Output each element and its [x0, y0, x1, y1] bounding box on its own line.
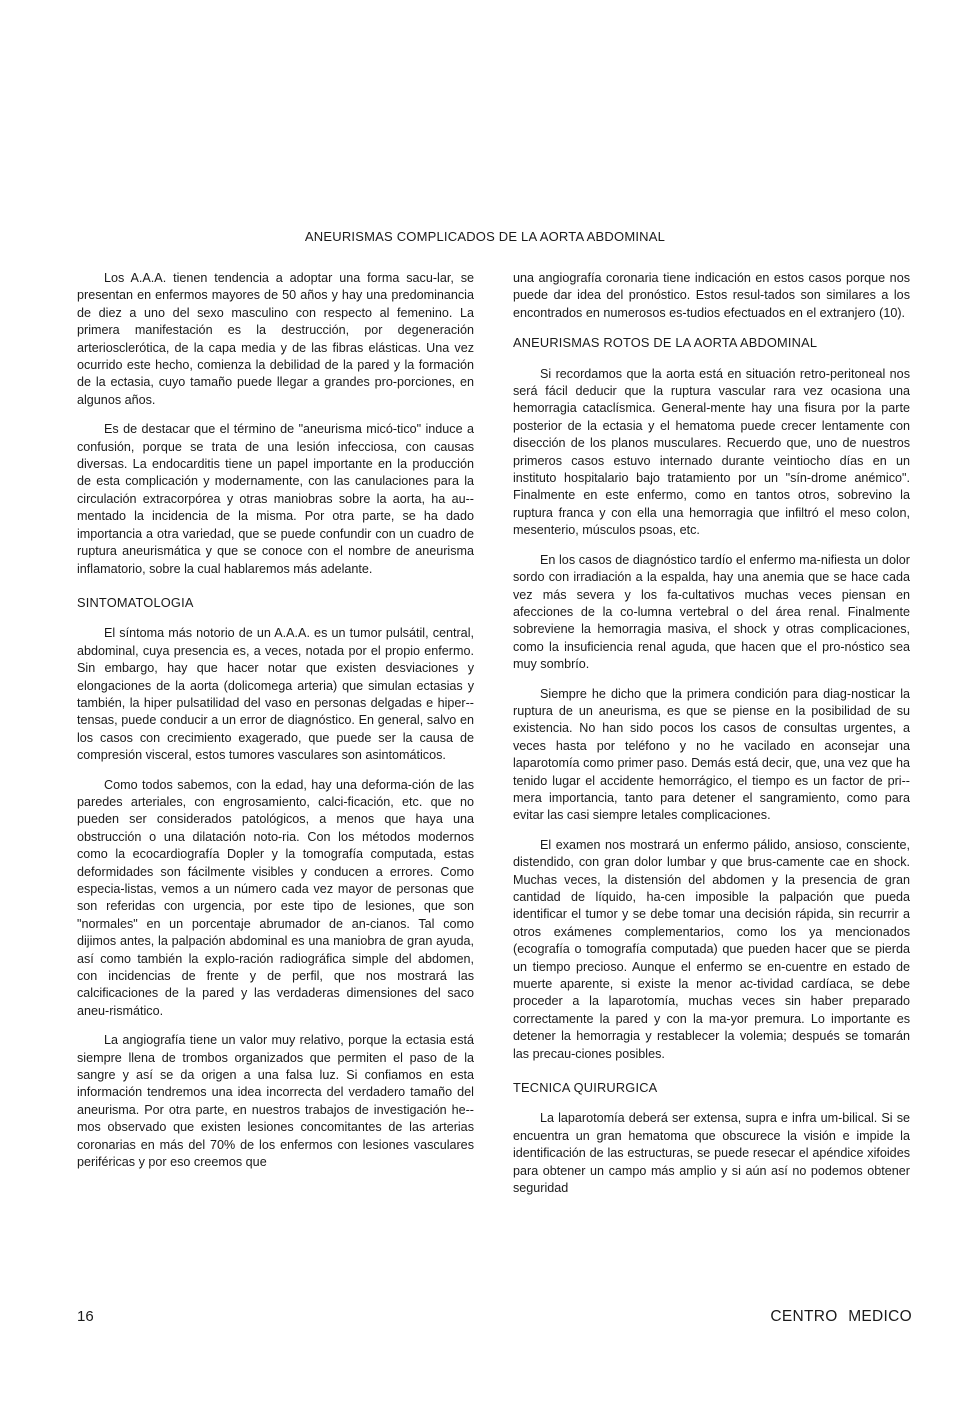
body-paragraph: Es de destacar que el término de "aneurisma micó-tico" induce a confusión, porque se trata de una lesión infecciosa, con causas diversas. La endocarditis tiene un papel importante en la producción de esta complicación y modernamente, con las canulaciones para la circulación extracorpórea y otras maniobras sobre la aorta, ha au-mentado la incidencia de la misma. Por otra parte, se ha dado importancia a otra variedad, que se puede confundir con un cuadro de ruptura aneurismática y que se conoce con el nombre de aneurisma inflamatorio, sobre la cual hablaremos más adelante.	[77, 422, 474, 576]
body-paragraph: La angiografía tiene un valor muy relativo, porque la ectasia está siempre llena de trombos organizados que permiten el paso de la sangre y así se da origen a una falsa luz. Si confiamos en esta información tendremos una idea incorrecta del verdadero tamaño del aneurisma. Por otra parte, en nuestros trabajos de investigación he-mos observado que existen lesiones concomitantes de las arterias coronarias en más del 70% de los enfermos con lesiones vasculares periféricas y por eso creemos que	[77, 1033, 474, 1170]
body-paragraph: El síntoma más notorio de un A.A.A. es un tumor pulsátil, central, abdominal, cuya presencia es, a veces, notada por el propio enfermo. Sin embargo, hay que hacer notar que existen desviaciones y elongaciones de la aorta (dolicomega arteria) que simulan ectasias y también, la hiper pulsatilidad del vaso en personas delgadas e hiper-tensas, puede conducir a un error de diagnóstico. En general, salvo en los casos con crecimiento exagerado, que puede ser la causa de compresión visceral, estos tumores vasculares son asintomáticos.	[77, 626, 474, 763]
page-number: 16	[77, 1308, 94, 1325]
body-paragraph: El examen nos mostrará un enfermo pálido, ansioso, consciente, distendido, con gran dolor lumbar y que brus-camente cae en shock. Muchas veces, la distensión del abdomen y la presencia de gran cantidad de líquido, ha-cen imposible la palpación que pueda identificar el tumor y se debe tomar una decisión rápida, sin recurrir a otros exámenes complementarios, como los ya mencionados (ecografía o tomografía computada) que pueden hacer que se pierda un tiempo precioso. Aunque el enfermo se en-cuentre en estado de muerte aparente, si existe la menor ac-tividad cardíaca, se debe proceder a la laparotomía, muchas veces sin haber preparado correctamente la pared y con la ma-yor premura. Lo importante es detener la hemorragia y restablecer la volemia; después se tomarán las precau-ciones posibles.	[513, 837, 910, 1061]
section-heading-tecnica-quirurgica: TECNICA QUIRURGICA	[513, 1080, 658, 1096]
body-paragraph: En los casos de diagnóstico tardío el enfermo ma-nifiesta un dolor sordo con irradiación a la espalda, hay una anemia que se hace cada vez más severa y los fa-cultativos muchas veces piensan en afecciones de la co-lumna vertebral o del área renal. Finalmente sobreviene la hemorragia masiva, el shock y otras complicaciones, como la insuficiencia renal aguda, que hacen que el pro-nóstico sea muy sombrío.	[513, 552, 910, 672]
body-paragraph: La laparotomía deberá ser extensa, supra e infra um-bilical. Si se encuentra un gran hematoma que obscurece la visión e impide la identificación de las estructuras, se puede resecar el apéndice xifoides para obtener un campo más amplio y si aún así no podemos obtener seguridad	[513, 1111, 910, 1196]
journal-name: CENTRO MEDICO	[770, 1308, 912, 1325]
left-column	[77, 270, 474, 1184]
body-paragraph: Siempre he dicho que la primera condición para diag-nosticar la ruptura de un aneurisma, es que se piense en la posibilidad de su existencia. No han sido pocos los casos de consultas urgentes, a veces hasta por teléfono y no he vacilado en aconsejar una laparotomía como primer paso. Demás está decir, que, una vez que ha tenido lugar el accidente hemorrágico, el tiempo es un factor de pri-mera importancia, tanto para detener el sangramiento, como para evitar las casi siempre letales complicaciones.	[513, 686, 910, 823]
body-paragraph: Como todos sabemos, con la edad, hay una deforma-ción de las paredes arteriales, con engrosamiento, calci-ficación, etc. que no pueden ser considerados patológicos, a menos que haya una obstrucción o una dilatación noto-ria. Con los métodos modernos como la ecocardiografía Dopler y la tomografía computada, estas deformidades son fácilmente visibles y conducen a errores. Como especia-listas, vemos a un número cada vez mayor de personas que son referidas con urgencia, por este tipo de lesiones, que son "normales" en un porcentaje abrumador de an-cianos. Tal como dijimos antes, la palpación abdominal es una maniobra de gran ayuda, así como también la explo-ración radiográfica simple del abdomen, con incidencias de frente y de perfil, que nos mostrará las calcificaciones de la pared y las verdaderas dimensiones del saco aneu-rismático.	[77, 777, 474, 1018]
body-paragraph: Si recordamos que la aorta está en situación retro-peritoneal nos será fácil deducir que la ruptura vascular rara vez ocasiona una hemorragia cataclísmica. General-mente hay una fisura por la parte posterior de la ectasia y el hematoma puede crecer lentamente con disección de los planos musculares. Recuerdo que, uno de nuestros primeros casos estuvo internado durante veintiocho días en un instituto hospitalario bajo tratamiento por un "sín-drome anémico". Finalmente en este enfermo, como en tantos otros, sobrevino la ruptura franca y con ella una hemorragia que infiltró el meso colon, mesenterio, músculos psoas, etc.	[513, 366, 910, 538]
body-paragraph: Los A.A.A. tienen tendencia a adoptar una forma sacu-lar, se presentan en enfermos mayores de 50 años y hay una predominancia de diez a uno del sexo masculino con respecto al femenino. La primera manifestación es la destrucción, por degeneración arteriosclerótica, de la capa media y de las fibras elásticas. Una vez ocurrido este hecho, comienza la debilidad de la pared y la formación de la ectasia, cuyo tamaño puede llegar a grandes pro-porciones, en algunos años.	[77, 271, 474, 407]
right-column	[513, 270, 910, 1210]
body-paragraph: una angiografía coronaria tiene indicación en estos casos porque nos puede dar idea del pronóstico. Estos resul-tados son similares a los encontrados en numerosos es-tudios efectuados en el extranjero (10).	[513, 271, 910, 320]
running-title: ANEURISMAS COMPLICADOS DE LA AORTA ABDOMINAL	[304, 229, 666, 244]
section-heading-aneurismas-rotos: ANEURISMAS ROTOS DE LA AORTA ABDOMINAL	[513, 335, 818, 351]
section-heading-sintomatologia: SINTOMATOLOGIA	[77, 594, 194, 610]
